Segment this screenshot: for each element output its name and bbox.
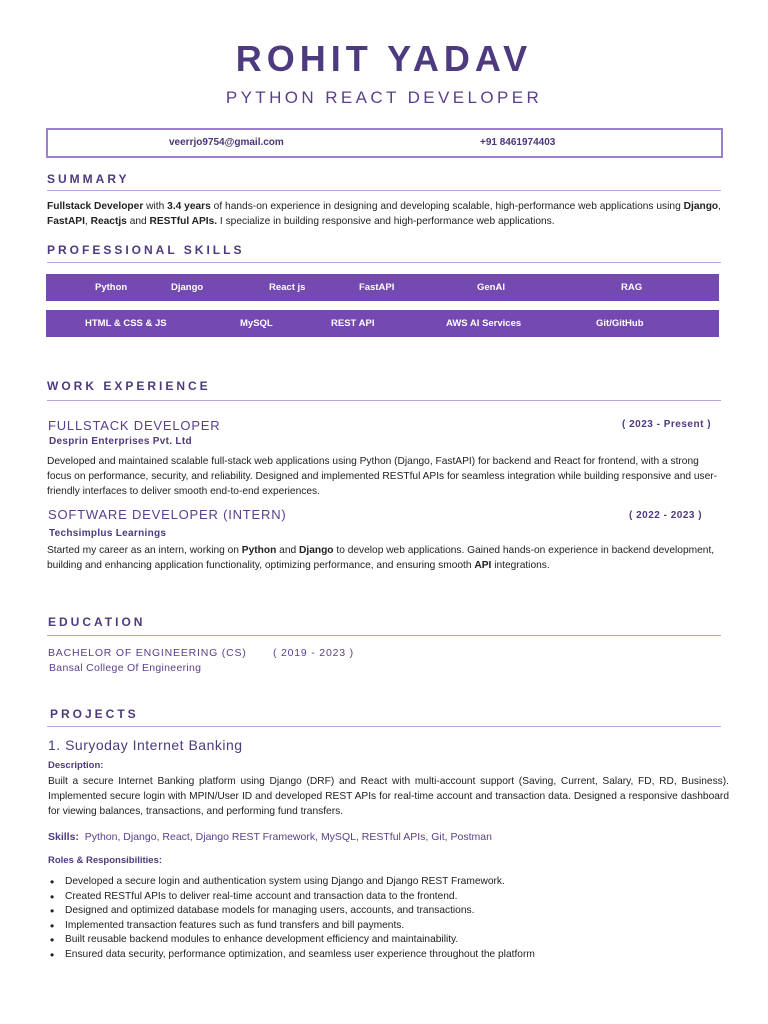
job-desc-part: Started my career as an intern, working on	[47, 545, 242, 556]
project-description: Built a secure Internet Banking platform using Django (DRF) and React with multi-account support (Saving, Current, Salary, FD, RD, Business). Implemented secure login with MPIN/User ID and developed REST APIs for real-time account and transaction data. Designed a responsive dashboard for viewing balances, transactions, and performing fund transfers.	[48, 776, 729, 817]
contact-email[interactable]: veerrjo9754@gmail.com	[169, 137, 284, 148]
contact-phone[interactable]: +91 8461974403	[480, 137, 556, 148]
skill-tag: Python	[95, 282, 128, 293]
project-description-label: Description:	[48, 760, 104, 771]
summary-part: RESTful APIs.	[149, 216, 218, 227]
skill-tag: React js	[269, 282, 306, 293]
summary-part: I specialize in building responsive and high-performance web applications.	[217, 216, 555, 227]
summary-part: FastAPI	[47, 216, 85, 227]
job-desc-part: Python	[241, 545, 277, 556]
job-company: Desprin Enterprises Pvt. Ltd	[49, 436, 192, 447]
skill-tag: RAG	[621, 282, 643, 293]
job-title: SOFTWARE DEVELOPER (INTERN)	[48, 507, 287, 522]
skill-tag: GenAI	[477, 282, 505, 293]
skills-heading: PROFESSIONAL SKILLS	[47, 243, 245, 257]
summary-divider	[47, 190, 721, 191]
skills-row-1	[46, 274, 719, 301]
project-roles-label: Roles & Responsibilities:	[48, 855, 163, 866]
projects-heading: PROJECTS	[50, 707, 139, 721]
project-skills	[48, 831, 492, 843]
list-item: • Built reusable backend modules to enhance development efficiency and maintainability.	[48, 933, 728, 948]
list-item: • Designed and optimized database models for managing users, accounts, and transactions.	[48, 904, 728, 919]
job-title: FULLSTACK DEVELOPER	[48, 418, 221, 433]
project-title: 1. Suryoday Internet Banking	[48, 737, 243, 753]
experience-divider	[47, 400, 721, 401]
project-skills-label: Skills:	[48, 831, 79, 843]
skill-tag: FastAPI	[359, 282, 395, 293]
job-desc-part: API	[474, 560, 492, 571]
job-desc-part: integrations.	[491, 560, 550, 571]
skills-row-2	[46, 310, 719, 337]
job-company: Techsimplus Learnings	[49, 528, 167, 539]
summary-part: Reactjs	[90, 216, 127, 227]
summary-part: 3.4 years	[167, 201, 211, 212]
list-item: • Developed a secure login and authentication system using Django and Django REST Framework.	[48, 875, 728, 890]
job-description	[47, 543, 721, 573]
list-item: • Ensured data security, performance optimization, and seamless user experience throughout the platform	[48, 948, 728, 963]
skill-tag: Git/GitHub	[596, 318, 644, 329]
skill-tag: MySQL	[240, 318, 273, 329]
summary-heading: SUMMARY	[47, 172, 130, 186]
candidate-role: PYTHON REACT DEVELOPER	[225, 88, 543, 107]
job-desc-part: and	[276, 545, 299, 556]
contact-box	[46, 128, 723, 158]
list-item: • Implemented transaction features such as fund transfers and bill payments.	[48, 919, 728, 934]
candidate-name: ROHIT YADAV	[235, 38, 533, 79]
skill-tag: AWS AI Services	[446, 318, 522, 329]
summary-part: ,	[718, 201, 721, 212]
skills-divider	[47, 262, 721, 263]
education-degree: BACHELOR OF ENGINEERING (CS)	[48, 647, 247, 659]
projects-divider	[47, 726, 721, 727]
education-divider	[47, 635, 721, 636]
summary-part: and	[126, 216, 150, 227]
job-desc-part: Django	[299, 545, 334, 556]
skill-tag: Django	[171, 282, 204, 293]
skill-tag: HTML & CSS & JS	[85, 318, 167, 329]
summary-text	[47, 199, 721, 229]
summary-part: Django	[683, 201, 719, 212]
summary-part: ,	[84, 216, 91, 227]
project-skills-list: Python, Django, React, Django REST Framework, MySQL, RESTful APIs, Git, Postman	[84, 831, 492, 843]
skill-tag: REST API	[331, 318, 375, 329]
job-description: Developed and maintained scalable full-stack web applications using Python (Django, FastAPI) for backend and React for frontend, with a strong focus on performance, security, and reliability. Designed and implemented RESTful APIs for seamless integration while building responsive and user-friendly interfaces to deliver smooth end-to-end experiences.	[47, 456, 718, 497]
education-school: Bansal College Of Engineering	[49, 662, 202, 674]
education-date: ( 2019 - 2023 )	[273, 647, 354, 659]
experience-heading: WORK EXPERIENCE	[47, 379, 211, 393]
education-heading: EDUCATION	[48, 615, 146, 629]
summary-part: with	[143, 201, 168, 212]
summary-part: Fullstack Developer	[47, 201, 144, 212]
summary-part: of hands-on experience in designing and developing scalable, high-performance web applications using	[210, 201, 684, 212]
job-date: ( 2022 - 2023 )	[629, 510, 703, 521]
job-date: ( 2023 - Present )	[622, 419, 712, 430]
list-item: • Created RESTful APIs to deliver real-time account and transaction data to the frontend.	[48, 890, 728, 905]
job-desc-part: to develop web applications. Gained hands-on experience in backend development, building and enhancing application functionality, optimizing performance, and ensuring smooth	[47, 545, 715, 571]
project-roles-list	[48, 875, 728, 963]
